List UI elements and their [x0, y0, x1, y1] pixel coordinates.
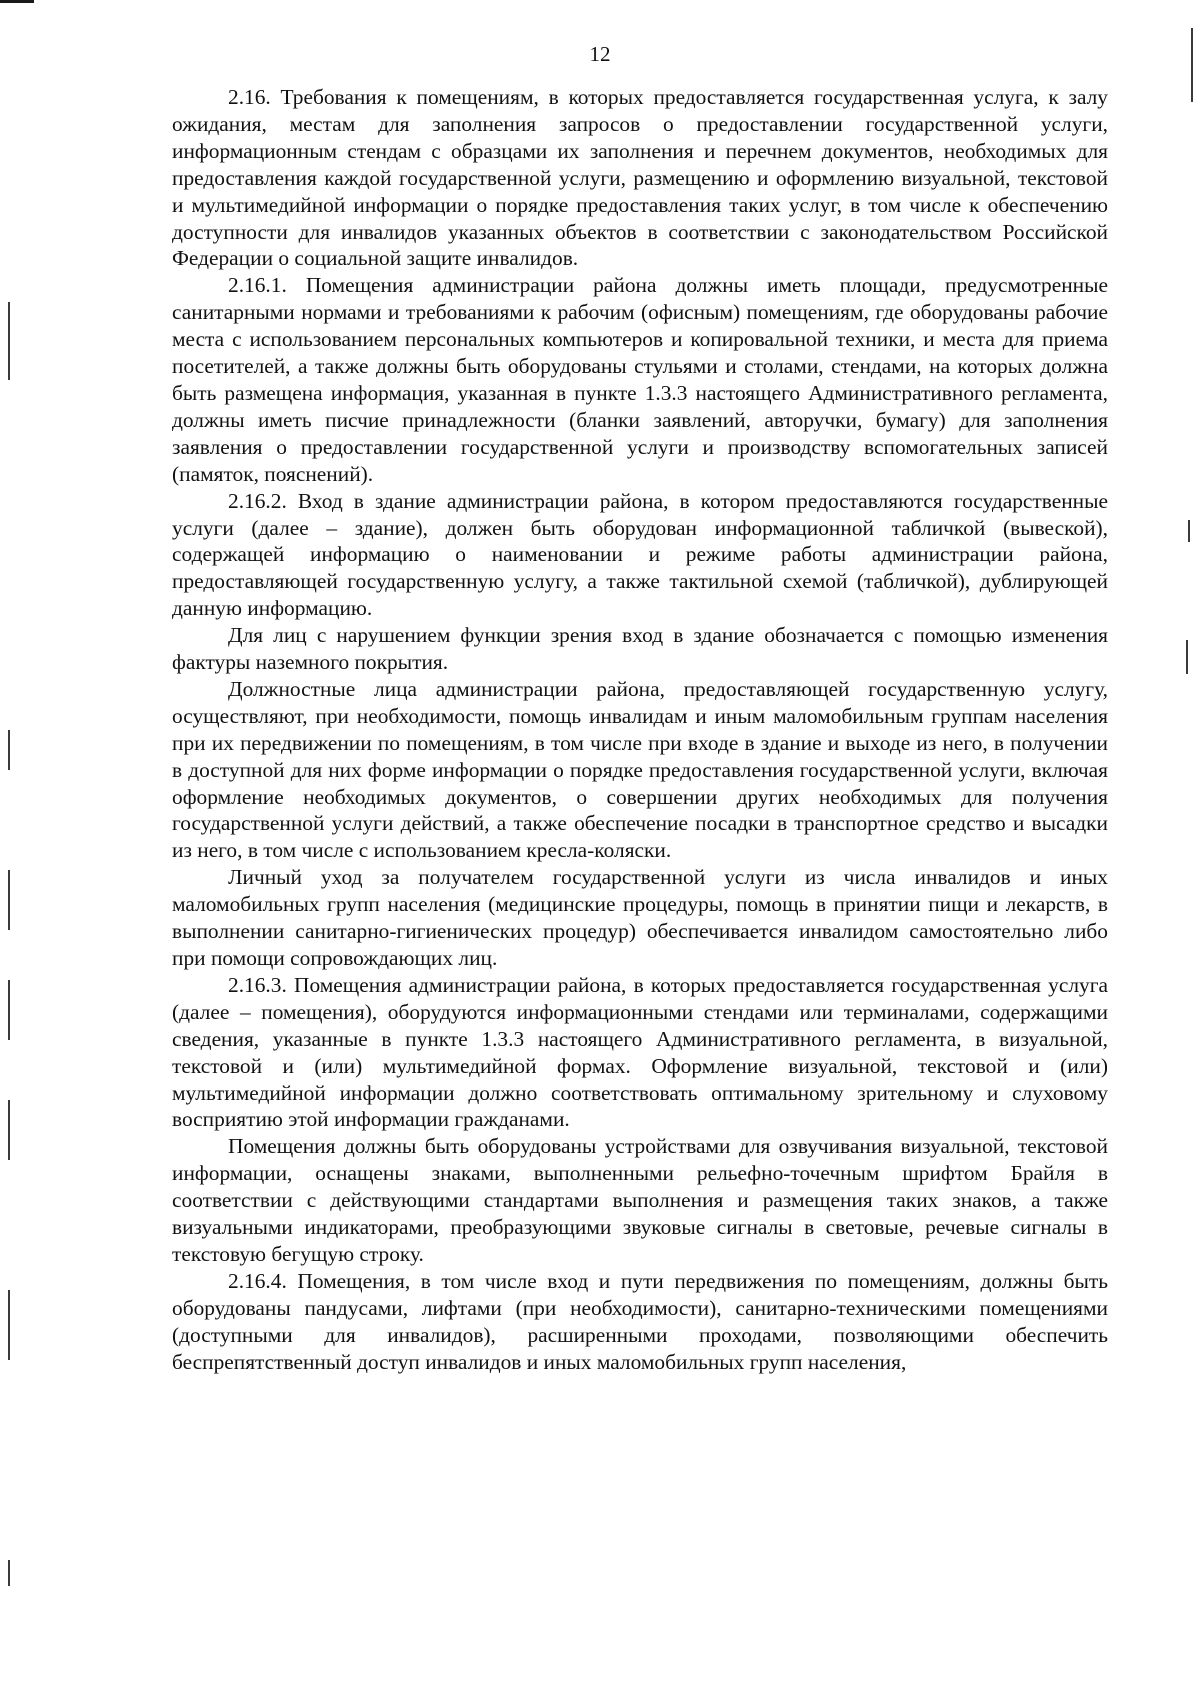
scan-artifact-right-3 [1186, 640, 1188, 674]
paragraph-officials-assistance: Должностные лица администрации района, предоставляющей государственную услугу, осуществляют, при необходимости, помощь инвалидам и иным маломобильным группам населения при их передвижении по помещениям, в том числе при входе в здание и выходе из него, в получении в доступной для них форме информации о порядке предоставления государственной услуги, включая оформление необходимых документов, о совершении других необходимых для получения государственной услуги действий, а также обеспечение посадки в транспортное средство и высадки из него, в том числе с использованием кресла-коляски. [172, 676, 1108, 863]
paragraph-2-16-1: 2.16.1. Помещения администрации района должны иметь площади, предусмотренные санитарными нормами и требованиями к рабочим (офисным) помещениям, где оборудованы рабочие места с использованием персональных компьютеров и копировальной техники, и места для приема посетителей, а также должны быть оборудованы стульями и столами, стендами, на которых должна быть размещена информация, указанная в пункте 1.3.3 настоящего Административного регламента, должны иметь писчие принадлежности (бланки заявлений, авторучки, бумагу) для заполнения заявления о предоставлении государственной услуги и производству вспомогательных записей (памяток, пояснений). [172, 273, 1108, 486]
scan-artifact-left-7 [8, 1560, 10, 1586]
scan-artifact-left-6 [8, 1290, 10, 1360]
paragraph-2-16: 2.16. Требования к помещениям, в которых предоставляется государственная услуга, к залу ожидания, местам для заполнения запросов о предоставлении государственной услуги, информационным стендам с образцами их заполнения и перечнем документов, необходимых для предоставления каждой государственной услуги, размещению и оформлению визуальной, текстовой и мультимедийной информации о порядке предоставления таких услуг, в том числе к обеспечению доступности для инвалидов указанных объектов в соответствии с законодательством Российской Федерации о социальной защите инвалидов. [172, 85, 1108, 271]
paragraph-2-16-2: 2.16.2. Вход в здание администрации района, в котором предоставляются государственные услуги (далее – здание), должен быть оборудован информационной табличкой (вывеской), содержащей информацию о наименовании и режиме работы администрации района, предоставляющей государственную услугу, а также тактильной схемой (табличкой), дублирующей данную информацию. [172, 488, 1108, 621]
scan-artifact-left-4 [8, 980, 10, 1040]
paragraph-personal-care: Личный уход за получателем государственной услуги из числа инвалидов и иных маломобильных групп населения (медицинские процедуры, помощь в принятии пищи и лекарств, в выполнении санитарно-гигиенических процедур) обеспечивается инвалидом самостоятельно либо при помощи сопровождающих лиц. [172, 865, 1108, 970]
paragraph-2-16-4: 2.16.4. Помещения, в том числе вход и пути передвижения по помещениям, должны быть оборудованы пандусами, лифтами (при необходимости), санитарно-техническими помещениями (доступными для инвалидов), расширенными проходами, позволяющими обеспечить беспрепятственный доступ инвалидов и иных маломобильных групп населения, [172, 1268, 1108, 1374]
scan-edge-mark [0, 0, 34, 3]
paragraph-vision-impaired: Для лиц с нарушением функции зрения вход в здание обозначается с помощью изменения фактуры наземного покрытия. [172, 623, 1108, 675]
page-number: 12 [589, 42, 611, 66]
paragraph-2-16-3: 2.16.3. Помещения администрации района, в которых предоставляется государственная услуга (далее – помещения), оборудуются информационными стендами или терминалами, содержащими сведения, указанные в пункте 1.3.3 настоящего Административного регламента, в визуальной, текстовой и (или) мультимедийной формах. Оформление визуальной, текстовой и (или) мультимедийной информации должно соответствовать оптимальному зрительному и слуховому восприятию этой информации гражданами. [172, 972, 1108, 1132]
scan-artifact-left-5 [8, 1100, 10, 1160]
scan-artifact-right-2 [1188, 520, 1190, 542]
scan-artifact-left-3 [8, 870, 10, 930]
scan-artifact-left-1 [8, 302, 10, 380]
document-body [172, 84, 1108, 1376]
scan-artifact-left-2 [8, 730, 10, 770]
paragraph-equipment: Помещения должны быть оборудованы устройствами для озвучивания визуальной, текстовой информации, оснащены знаками, выполненными рельефно-точечным шрифтом Брайля в соответствии с действующими стандартами выполнения и размещения таких знаков, а также визуальными индикаторами, преобразующими звуковые сигналы в световые, речевые сигналы в текстовую бегущую строку. [172, 1134, 1108, 1266]
